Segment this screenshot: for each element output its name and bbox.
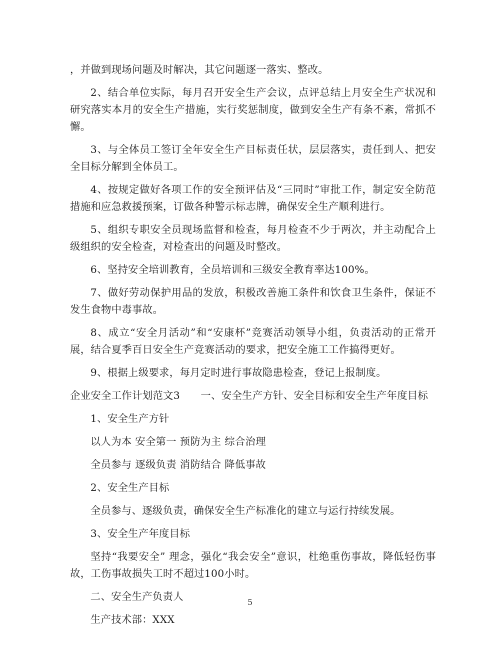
paragraph-item-6: 6、坚持安全培训教育，全员培训和三级安全教育率达100%。	[90, 265, 375, 276]
subheading-goal: 2、安全生产目标	[90, 483, 170, 494]
goal-text: 全员参与、逐级负责，确保安全生产标准化的建立与运行持续发展。	[90, 506, 401, 517]
section-heading-responsible: 二、安全生产负责人	[90, 592, 184, 603]
paragraph-item-3: 3、与全体员工签订全年安全生产目标责任状，层层落实，责任到人、把安全目标分解到全体员工。	[70, 145, 436, 173]
paragraph-continuation: ，并做到现场问题及时解决，其它问题逐一落实、整改。	[70, 65, 329, 76]
responsible-production-dept: 生产技术部：XXX	[90, 615, 175, 626]
paragraph-item-4: 4、按规定做好各项工作的安全预评估及“三同时”审批工作，制定安全防范措施和应急救援预案，订做各种警示标志牌，确保安全生产顺利进行。	[70, 185, 436, 213]
subheading-annual-goal: 3、安全生产年度目标	[90, 529, 191, 540]
section-heading-plan-3: 企业安全工作计划范文3 一、安全生产方针、安全目标和安全生产年度目标	[70, 391, 429, 402]
paragraph-item-7: 7、做好劳动保护用品的发放，积极改善施工条件和饮食卫生条件，保证不发生食物中毒事故。	[70, 288, 436, 316]
policy-line-1: 以人为本 安全第一 预防为主 综合治理	[90, 437, 266, 448]
paragraph-item-9: 9、根据上级要求，每月定时进行事故隐患检查，登记上报制度。	[90, 368, 387, 379]
page-number: 5	[247, 598, 253, 607]
document-body	[70, 62, 436, 635]
annual-goal-text: 坚持“我要安全” 理念，强化“我会安全”意识，杜绝重伤事故，降低轻伤事故，工伤事故损失工时不超过100小时。	[70, 552, 436, 580]
policy-line-2: 全员参与 逐级负责 消防结合 降低事故	[90, 460, 266, 471]
subheading-policy: 1、安全生产方针	[90, 414, 170, 425]
paragraph-item-2: 2、结合单位实际，每月召开安全生产会议，点评总结上月安全生产状况和研究落实本月的安全生产措施，实行奖惩制度，做到安全生产有条不紊，常抓不懈。	[70, 88, 436, 133]
paragraph-item-8: 8、成立“安全月活动”和“安康杯”竞赛活动领导小组，负责活动的正常开展，结合夏季百日安全生产竞赛活动的要求，把安全施工工作搞得更好。	[70, 328, 436, 356]
paragraph-item-5: 5、组织专职安全员现场监督和检查，每月检查不少于两次，并主动配合上级组织的安全检查，对检查出的问题及时整改。	[70, 225, 436, 253]
